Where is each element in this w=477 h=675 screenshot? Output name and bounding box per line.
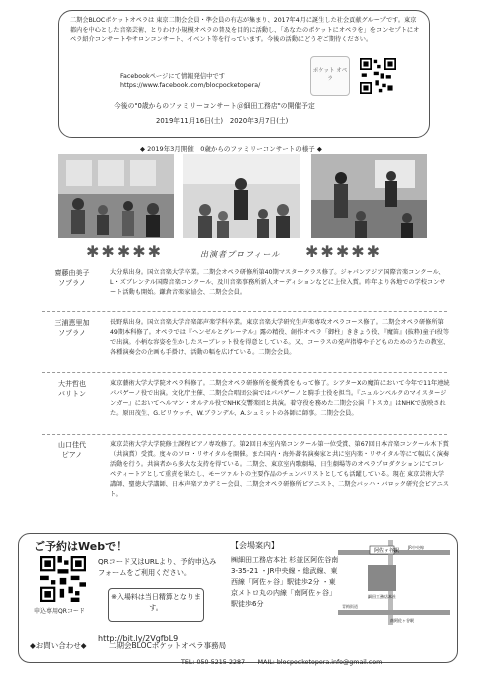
concert-photo-2	[183, 154, 300, 238]
performer-bio: 大分県出身。国立音楽大学卒業。二期会オペラ研修所第40期マスタークラス修了。ジャパンアジア国際音楽コンクール、L・ズブレンテル国際音楽コンクール、及川音楽事務所新人オーディションなどに上位入賞。昨年より各地での学校コンサート活動も開始。鎌倉音楽家協会、二期会会員。	[110, 269, 446, 296]
schedule-dates: 2019年11月16日(土) 2020年3月7日(土)	[156, 117, 289, 125]
map-line-label: JR中央線	[408, 545, 424, 550]
facebook-label: Facebookページにて情報発信中です	[120, 73, 226, 80]
contact-tel-mail: TEL: 050-5215-2287 MAIL: blocpocketopera.info@gmail.com	[181, 659, 383, 666]
performer-name: 齋藤由美子 ソプラノ	[54, 269, 90, 287]
map-station-label: 阿佐ヶ谷駅	[374, 548, 400, 554]
venue-title: 【会場案内】	[231, 541, 279, 550]
intro-text: 二期会BLOCポケットオペラは 東京二期会会員・準会員の有志が集まり、2017年4月に誕生した社会貢献グループです。東京都内を中心とした音楽芸術、とりわけ小規模オペラの普及を目的に活動し、「あなたのポケットにオペラを」をコンセプトにオペラ紹介コンサートやサロンコンサート、イベント等を行っています。今後の活動にどうぞご期待ください。	[70, 17, 420, 44]
performer-name: 山口佳代 ピアノ	[58, 441, 86, 459]
profile-title: 出演者プロフィール	[200, 250, 281, 259]
map-venue-label: 細田工務店本社	[368, 594, 396, 599]
pocket-opera-logo: ポケット オペラ	[310, 56, 350, 96]
venue-map	[338, 540, 450, 625]
venue-text: ㈱細田工務店本社 杉並区阿佐谷南3-35-21 ・JR中央線・総武線、東西線「阿佐ヶ谷」駅徒歩2分 ・東京メトロ丸の内線「南阿佐ヶ谷」駅徒歩6分	[231, 556, 339, 608]
concert-photo-1	[58, 154, 174, 238]
reservation-url[interactable]: http://bit.ly/2VgfbL9	[98, 634, 179, 643]
concert-photo-3	[311, 154, 427, 238]
performer-name: 大井哲也 バリトン	[58, 380, 86, 398]
divider	[42, 372, 447, 373]
map-road-label: 青梅街道	[342, 604, 358, 609]
performer-bio: 長野県出身。国立音楽大学音楽部声楽学科卒業。東京音楽大学研究生声楽専攻オペラコース修了。二期会オペラ研修所第49期本科修了。オペラでは『ヘンゼルとグレーテル』露の精役、創作オペラ「御柱」ききょう役、『魔笛』(抜粋)童子Ⅰ役等で出演。小柄な容姿を生かしたスーブレット役を得意としている。又、コーラスの発声指導や子どものためのうたの教室、各種演奏会の企画も手掛け、活動の幅を広げている。二期会会員。	[110, 319, 450, 356]
performer-bio: 東京芸術大学大学院修士課程ピアノ専攻修了。第2回日本室内楽コンクール第一位受賞、第67回日本音楽コンクール木下賞（共演賞）受賞。度々のソロ・リサイタルを開催。また国内・海外著名演奏家と共に室内楽・リサイタル等にて幅広く演奏活動を行う。共演者から多大な支持を得ている。二期会、東京室内歌劇場、日生劇場等のオペラプロダクションにてコレペティートアとして重責を果たし、モーツァルトの主要作品のチェンバリストとしても活躍している。現在 東京芸術大学講師、聖徳大学講師、日本声楽アカデミー会員、二期会オペラ研修所ピアニスト、二期会バッハ・バロック研究会ピアニスト。	[110, 441, 450, 498]
stars-decoration-right: ✱✱✱✱✱	[305, 242, 383, 261]
performer-name: 三浦恵里加 ソプラノ	[54, 319, 90, 337]
stars-decoration-left: ✱✱✱✱✱	[86, 242, 164, 261]
schedule-heading: 今後の"0歳からのファミリーコンサート＠細田工務店"の開催予定	[114, 102, 315, 110]
facebook-url[interactable]: https://www.facebook.com/blocpocketopera/	[120, 82, 261, 89]
map-south-station-label: 南阿佐ヶ谷駅	[390, 618, 414, 623]
performer-bio: 東京藝術大学大学院オペラ科修了。二期会オペラ研修所を優秀賞をもって修了。シアターXの魔笛において今年で11年連続パパゲーノ役で出演。文化庁主催、二期会合唱団公演ではパパゲーノと騎手士役を担当。『ニュルンベルクのマイスタージンガー』においてヘルマン・オルテル役でNHK交響楽団と共演。着守役を務めた二期会公演『トスカ』はNHKで放映された。原田茂生、G.ピリウッチ、W.ブランデル、A.シュミットの各師に師事。二期会会員。	[110, 380, 450, 417]
divider	[42, 311, 447, 312]
facebook-qr-code[interactable]	[360, 58, 396, 94]
reservation-qr-code[interactable]	[40, 556, 86, 602]
qr-instructions: QRコード又はURLより、予約申込みフォームをご利用ください。	[98, 557, 217, 577]
divider	[42, 434, 447, 435]
reservation-heading: ご予約はWebで！	[34, 540, 128, 553]
contact-line: ◆お問い合わせ◆ 二期会BLOCポケットオペラ事務局	[30, 641, 227, 650]
qr-caption: 申込専用QRコード	[34, 608, 85, 615]
admission-note: ※入場料は当日精算となります。	[111, 593, 201, 612]
photo-caption: ◆ 2019年3月開催 0歳からのファミリーコンサートの様子 ◆	[140, 145, 322, 153]
